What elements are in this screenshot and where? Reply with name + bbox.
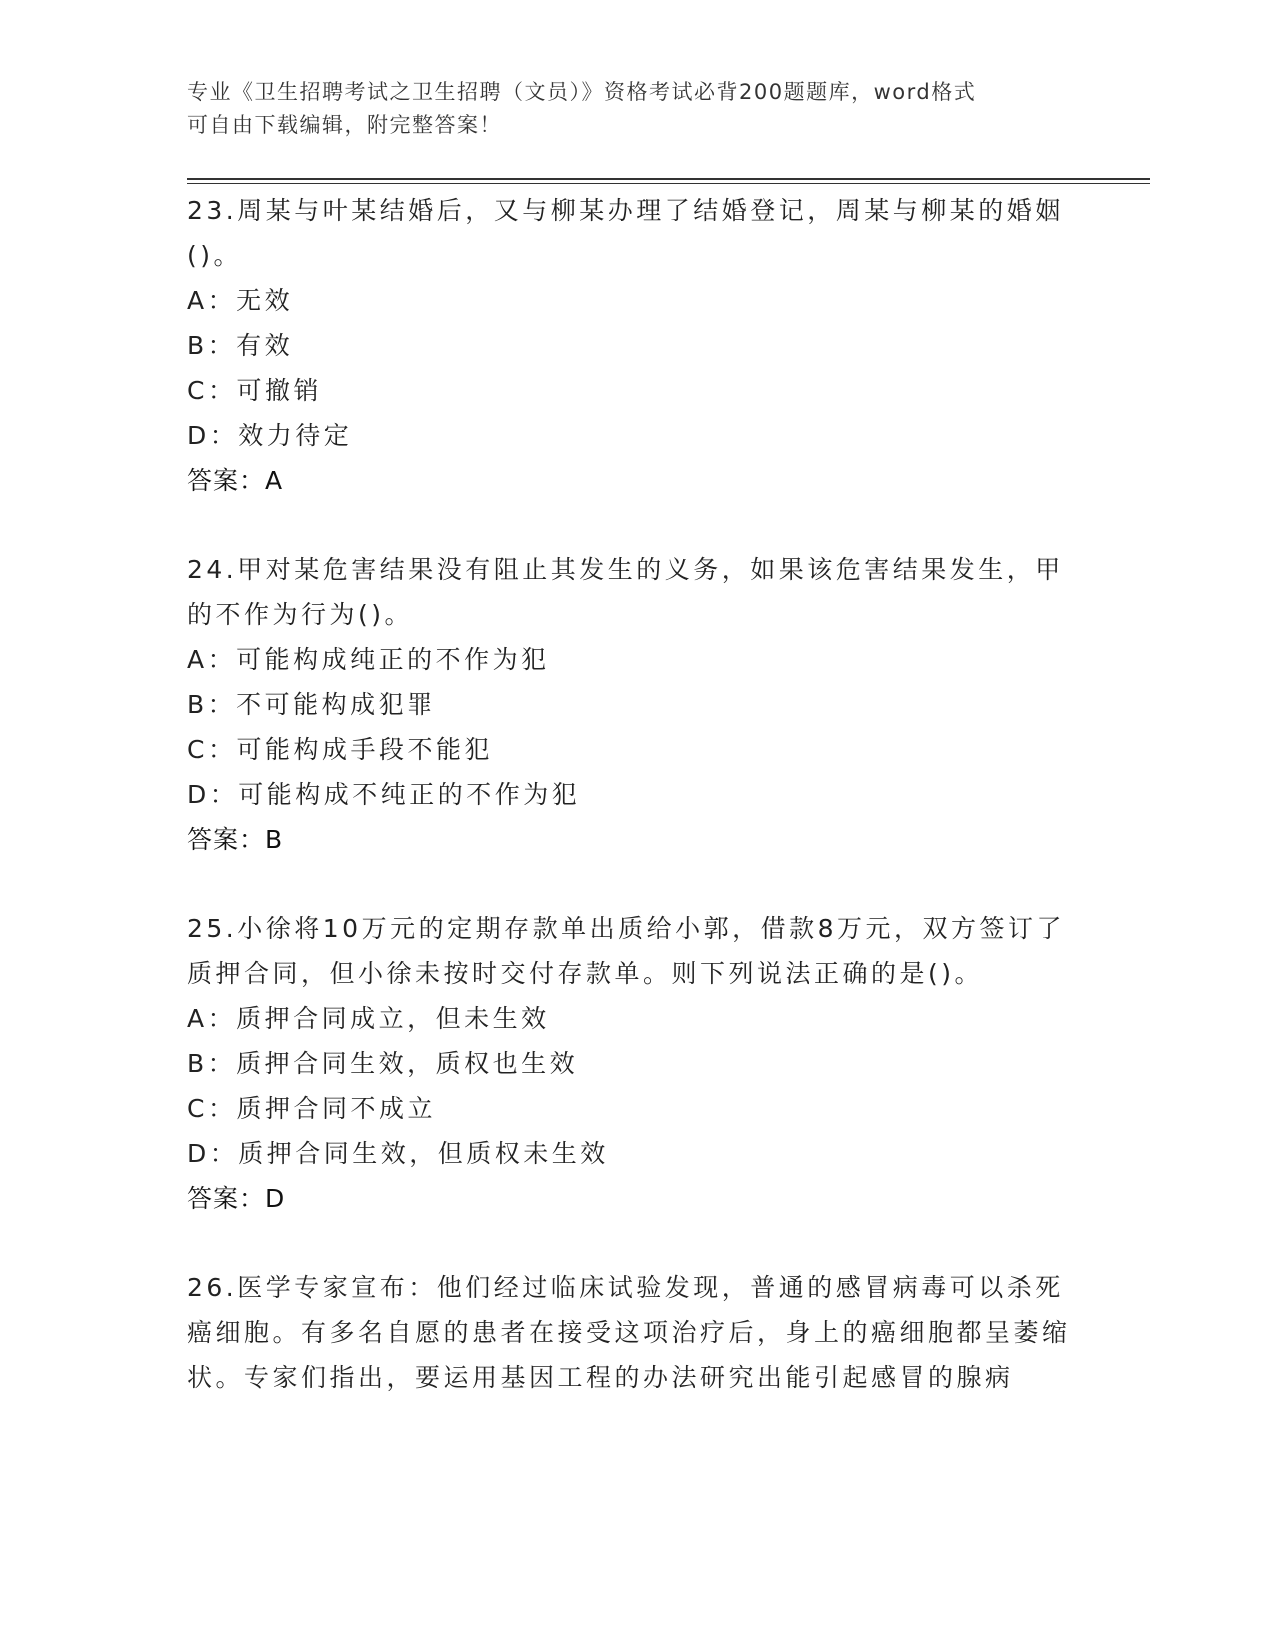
answer-label: 答案： xyxy=(187,825,266,854)
document-header xyxy=(187,76,1067,142)
question-text: 23.周某与叶某结婚后，又与柳某办理了结婚登记，周某与柳某的婚姻()。 xyxy=(187,196,1064,270)
answer-line xyxy=(187,1176,1077,1221)
option-c: C：可能构成手段不能犯 xyxy=(187,735,493,764)
answer-line xyxy=(187,817,1077,862)
answer-label: 答案： xyxy=(187,1184,266,1213)
header-divider-thick xyxy=(187,178,1150,180)
question-24 xyxy=(187,547,1077,862)
option-d: D：效力待定 xyxy=(187,421,353,450)
option-d: D：可能构成不纯正的不作为犯 xyxy=(187,780,581,809)
header-divider-thin xyxy=(187,183,1150,184)
question-list xyxy=(187,188,1077,1444)
question-text: 26.医学专家宣布：他们经过临床试验发现，普通的感冒病毒可以杀死癌细胞。有多名自愿的患者在接受这项治疗后，身上的癌细胞都呈萎缩状。专家们指出，要运用基因工程的办法研究出能引起感冒的腺病 xyxy=(187,1273,1071,1392)
option-b: B：有效 xyxy=(187,331,294,360)
option-b: B：不可能构成犯罪 xyxy=(187,690,436,719)
option-a: A：无效 xyxy=(187,286,294,315)
question-text: 24.甲对某危害结果没有阻止其发生的义务，如果该危害结果发生，甲的不作为行为()。 xyxy=(187,555,1064,629)
option-b: B：质押合同生效，质权也生效 xyxy=(187,1049,579,1078)
question-23 xyxy=(187,188,1077,503)
answer-label: 答案： xyxy=(187,466,266,495)
header-line-2: 可自由下载编辑，附完整答案！ xyxy=(187,113,502,137)
answer-line xyxy=(187,458,1077,503)
question-26 xyxy=(187,1265,1077,1400)
option-d: D：质押合同生效，但质权未生效 xyxy=(187,1139,609,1168)
header-line-1: 专业《卫生招聘考试之卫生招聘（文员）》资格考试必背200题题库，word格式 xyxy=(187,80,977,104)
question-text: 25.小徐将10万元的定期存款单出质给小郭，借款8万元，双方签订了质押合同，但小徐未按时交付存款单。则下列说法正确的是()。 xyxy=(187,914,1065,988)
option-a: A：质押合同成立，但未生效 xyxy=(187,1004,550,1033)
option-c: C：可撤销 xyxy=(187,376,322,405)
answer-value: D xyxy=(265,1184,286,1213)
answer-value: B xyxy=(265,825,284,854)
option-a: A：可能构成纯正的不作为犯 xyxy=(187,645,550,674)
answer-value: A xyxy=(265,466,284,495)
question-25 xyxy=(187,906,1077,1221)
option-c: C：质押合同不成立 xyxy=(187,1094,436,1123)
